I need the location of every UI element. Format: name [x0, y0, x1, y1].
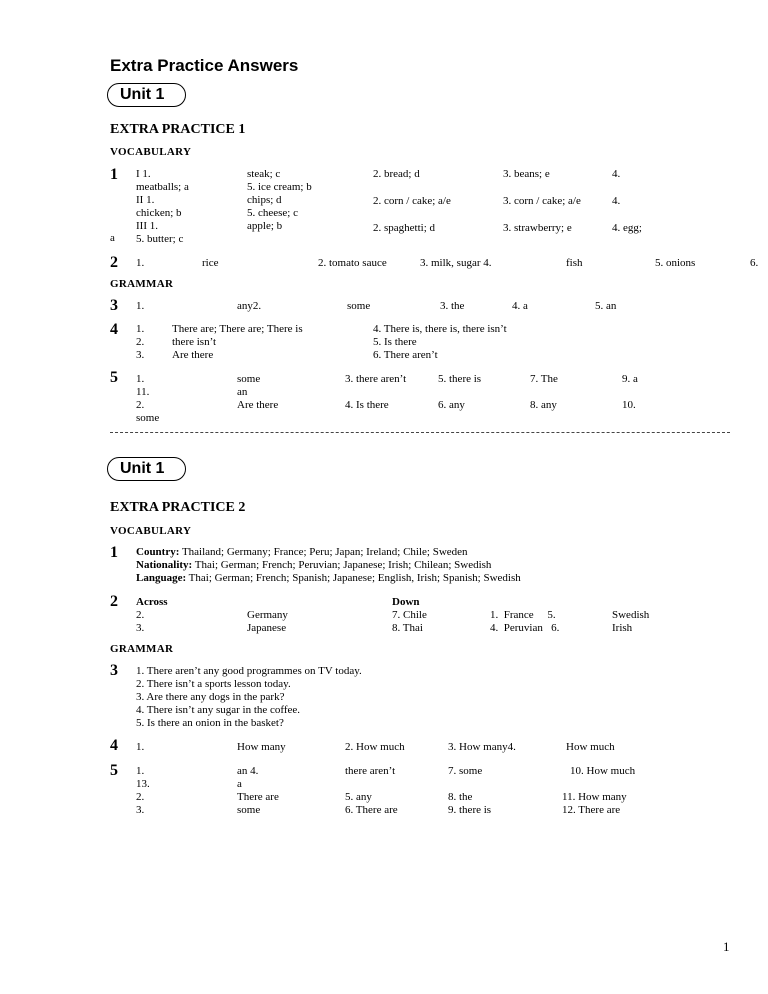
answer-item: 10. — [622, 399, 636, 411]
answer-line: I 1. — [136, 168, 151, 180]
answer-line: III 1. — [136, 220, 158, 232]
answer-line: 1. — [136, 373, 145, 385]
answer-line: 11. How many — [562, 791, 627, 803]
answer-item: How many — [237, 741, 286, 753]
answer-item: some — [347, 300, 371, 312]
grammar-title: GRAMMAR — [110, 278, 174, 290]
down-label: Down — [392, 596, 420, 608]
answer-line: 2. There isn’t a sports lesson today. — [136, 678, 291, 690]
answer-item: 1. — [136, 741, 145, 753]
answer-line — [136, 546, 468, 559]
answer-item: 4. — [612, 168, 621, 180]
answer-item: 3. strawberry; e — [503, 222, 572, 234]
answer-item: 4. — [612, 195, 621, 207]
answer-item: How much — [566, 741, 615, 753]
answer-line: 11. — [136, 386, 150, 398]
answer-line: There are; There are; There is — [172, 323, 303, 335]
question-number: 3 — [110, 662, 118, 679]
answer-line: a — [237, 778, 242, 790]
answer-line: 3. — [136, 349, 145, 361]
answer-item: 4. a — [512, 300, 528, 312]
answer-line: 2. — [136, 336, 145, 348]
answer-line: an 4. — [237, 765, 259, 777]
question-number: 1 — [110, 544, 118, 561]
answer-item: 2. spaghetti; d — [373, 222, 436, 234]
answer-line: Are there — [237, 399, 279, 411]
answer-line: 12. There are — [562, 804, 621, 816]
question-number: 4 — [110, 737, 118, 754]
answer-line: 5. ice cream; b — [247, 181, 312, 193]
answer-label: Language: — [136, 572, 187, 584]
answer-text: Thai; German; French; Spanish; Japanese; English, Irish; Spanish; Swedish — [186, 572, 521, 584]
answer-item: any2. — [237, 300, 262, 312]
answer-line: 1. — [136, 765, 145, 777]
answer-item: 7. some — [448, 765, 483, 777]
answer-line: 3. — [136, 622, 145, 634]
answer-item: 7. The — [530, 373, 558, 385]
answer-line: Irish — [612, 622, 633, 634]
answer-item: 9. a — [622, 373, 638, 385]
answer-line: 4. Peruvian 6. — [490, 622, 560, 634]
question-number: 3 — [110, 297, 118, 314]
answer-line: II 1. — [136, 194, 155, 206]
answer-line: some — [136, 412, 160, 424]
answer-label: Country: — [136, 546, 180, 558]
answer-line: Swedish — [612, 609, 650, 621]
answer-line: 2. — [136, 399, 145, 411]
answer-line: 13. — [136, 778, 150, 790]
answer-item: 3. beans; e — [503, 168, 550, 180]
answer-line: 2. — [136, 609, 145, 621]
answer-item: 8. any — [530, 399, 557, 411]
vocabulary-title: VOCABULARY — [110, 146, 192, 158]
answer-item: there aren’t — [345, 765, 396, 777]
answer-line: 8. the — [448, 791, 473, 803]
answer-text: Thai; German; French; Peruvian; Japanese; Irish; Chilean; Swedish — [192, 559, 492, 571]
answer-item: 5. an — [595, 300, 617, 312]
section-heading: EXTRA PRACTICE 1 — [110, 122, 246, 137]
answer-item: 5. there is — [438, 373, 482, 385]
answer-line: 8. Thai — [392, 622, 423, 634]
answer-item: 2. corn / cake; a/e — [373, 195, 451, 207]
answer-line: 3. Are there any dogs in the park? — [136, 691, 285, 703]
page-title: Extra Practice Answers — [110, 56, 299, 75]
answer-line: There are — [237, 791, 279, 803]
answer-item: 2. bread; d — [373, 168, 420, 180]
answer-line: 7. Chile — [392, 609, 427, 621]
answer-line: steak; c — [247, 168, 281, 180]
answer-item: 5. onions — [655, 257, 696, 269]
answer-line — [136, 559, 491, 572]
answer-text: a — [110, 232, 115, 244]
answer-line: 3. — [136, 804, 145, 816]
answer-line: chips; d — [247, 194, 282, 206]
answer-item: 3. How many4. — [448, 741, 516, 753]
answer-line: 5. cheese; c — [247, 207, 298, 219]
answer-line — [136, 572, 521, 585]
answer-item: 6. — [750, 257, 759, 269]
question-number: 2 — [110, 593, 118, 610]
answer-line: 1. France 5. — [490, 609, 556, 621]
section-divider — [110, 432, 730, 433]
section-heading: EXTRA PRACTICE 2 — [110, 500, 246, 515]
answer-line: Japanese — [247, 622, 287, 634]
across-label: Across — [136, 596, 168, 608]
question-number: 4 — [110, 321, 118, 338]
answer-item: 6. any — [438, 399, 465, 411]
answer-line: 5. Is there an onion in the basket? — [136, 717, 284, 729]
answer-item: 3. milk, sugar 4. — [420, 257, 492, 269]
answer-line: Are there — [172, 349, 214, 361]
answer-line: 9. there is — [448, 804, 492, 816]
answer-line: 1. — [136, 323, 145, 335]
page-number: 1 — [723, 939, 730, 954]
answer-line: Germany — [247, 609, 288, 621]
answer-item: rice — [202, 257, 219, 269]
answer-item: 2. tomato sauce — [318, 257, 387, 269]
answer-line: 6. There are — [345, 804, 398, 816]
answer-item: 1. — [136, 257, 145, 269]
answer-line: an — [237, 386, 248, 398]
answer-line: meatballs; a — [136, 181, 189, 193]
answer-line: there isn’t — [172, 336, 217, 348]
vocabulary-title: VOCABULARY — [110, 525, 192, 537]
answer-item: 4. Is there — [345, 399, 389, 411]
question-number: 2 — [110, 254, 118, 271]
answer-item: 1. — [136, 300, 145, 312]
answer-line: some — [237, 804, 261, 816]
question-number: 5 — [110, 762, 118, 779]
answer-line: some — [237, 373, 261, 385]
answer-line: 2. — [136, 791, 145, 803]
question-number: 1 — [110, 166, 118, 183]
answer-line: 5. butter; c — [136, 233, 184, 245]
answer-line: chicken; b — [136, 207, 182, 219]
unit-label: Unit 1 — [120, 86, 165, 103]
answer-label: Nationality: — [136, 559, 193, 571]
answer-line: 1. There aren’t any good programmes on TV today. — [136, 665, 362, 677]
answer-item: 3. corn / cake; a/e — [503, 195, 581, 207]
answer-line: 4. There is, there is, there isn’t — [373, 323, 507, 335]
answer-line: 5. Is there — [373, 336, 417, 348]
answer-item: fish — [566, 257, 583, 269]
answer-item: 3. there aren’t — [345, 373, 407, 385]
unit-label: Unit 1 — [120, 460, 165, 477]
answer-line: 4. There isn’t any sugar in the coffee. — [136, 704, 301, 716]
answer-line: 6. There aren’t — [373, 349, 438, 361]
answer-item: 2. How much — [345, 741, 405, 753]
question-number: 5 — [110, 369, 118, 386]
answer-line: 5. any — [345, 791, 372, 803]
answer-text: Thailand; Germany; France; Peru; Japan; Ireland; Chile; Sweden — [179, 546, 468, 558]
answer-line: apple; b — [247, 220, 283, 232]
answer-item: 3. the — [440, 300, 465, 312]
grammar-title: GRAMMAR — [110, 643, 174, 655]
answer-item: 4. egg; — [612, 222, 642, 234]
answer-item: 10. How much — [570, 765, 636, 777]
